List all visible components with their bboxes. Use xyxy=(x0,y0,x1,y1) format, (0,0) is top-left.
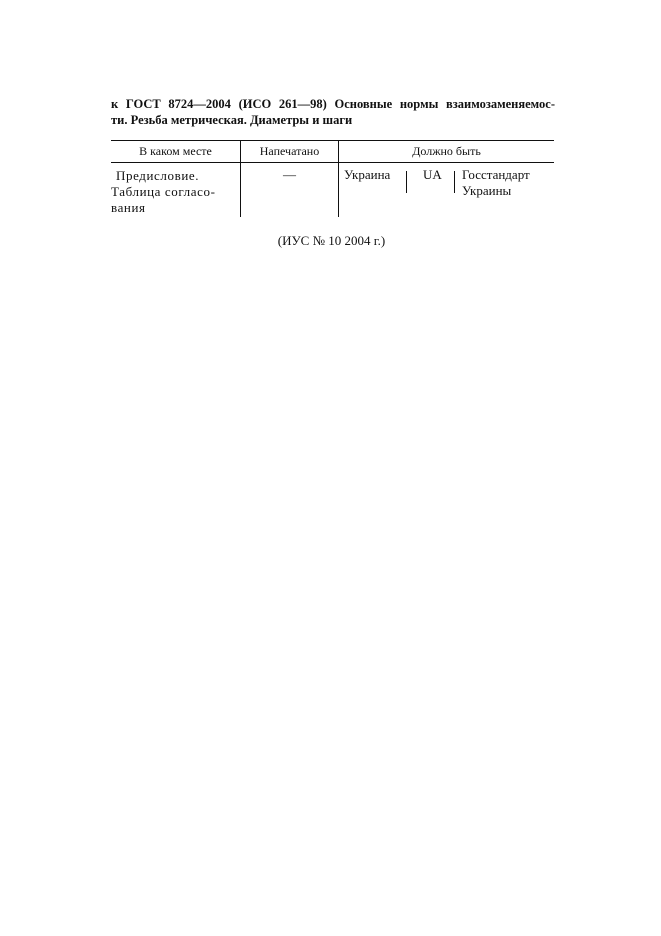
place-line-2: Таблица согласо- xyxy=(111,184,216,199)
inner-separator-1 xyxy=(406,171,407,193)
header-should-be: Должно быть xyxy=(412,144,481,158)
cell-code: UA xyxy=(423,167,442,182)
place-line-1: Предисловие. xyxy=(116,168,200,183)
inner-separator-2 xyxy=(454,171,455,193)
cell-country: Украина xyxy=(344,167,391,182)
correction-table xyxy=(111,140,554,217)
place-line-3: вания xyxy=(111,200,146,215)
ius-reference-text: (ИУС № 10 2004 г.) xyxy=(277,233,386,248)
cell-place xyxy=(111,168,236,216)
amendment-title-line-1: к ГОСТ 8724—2004 (ИСО 261—98) Основные нормы взаимозаменяемос- xyxy=(111,97,555,111)
cell-body xyxy=(462,167,530,199)
header-printed: Напечатано xyxy=(259,144,320,158)
body-line-2: Украины xyxy=(462,183,512,198)
table-header-rule xyxy=(111,162,554,163)
cell-printed: — xyxy=(283,167,296,182)
body-line-1: Госстандарт xyxy=(462,167,530,182)
header-place: В каком месте xyxy=(139,144,212,158)
amendment-title xyxy=(111,96,555,128)
table-top-rule xyxy=(111,140,554,141)
ius-reference xyxy=(0,233,661,249)
amendment-title-line-2: ти. Резьба метрическая. Диаметры и шаги xyxy=(111,113,353,127)
